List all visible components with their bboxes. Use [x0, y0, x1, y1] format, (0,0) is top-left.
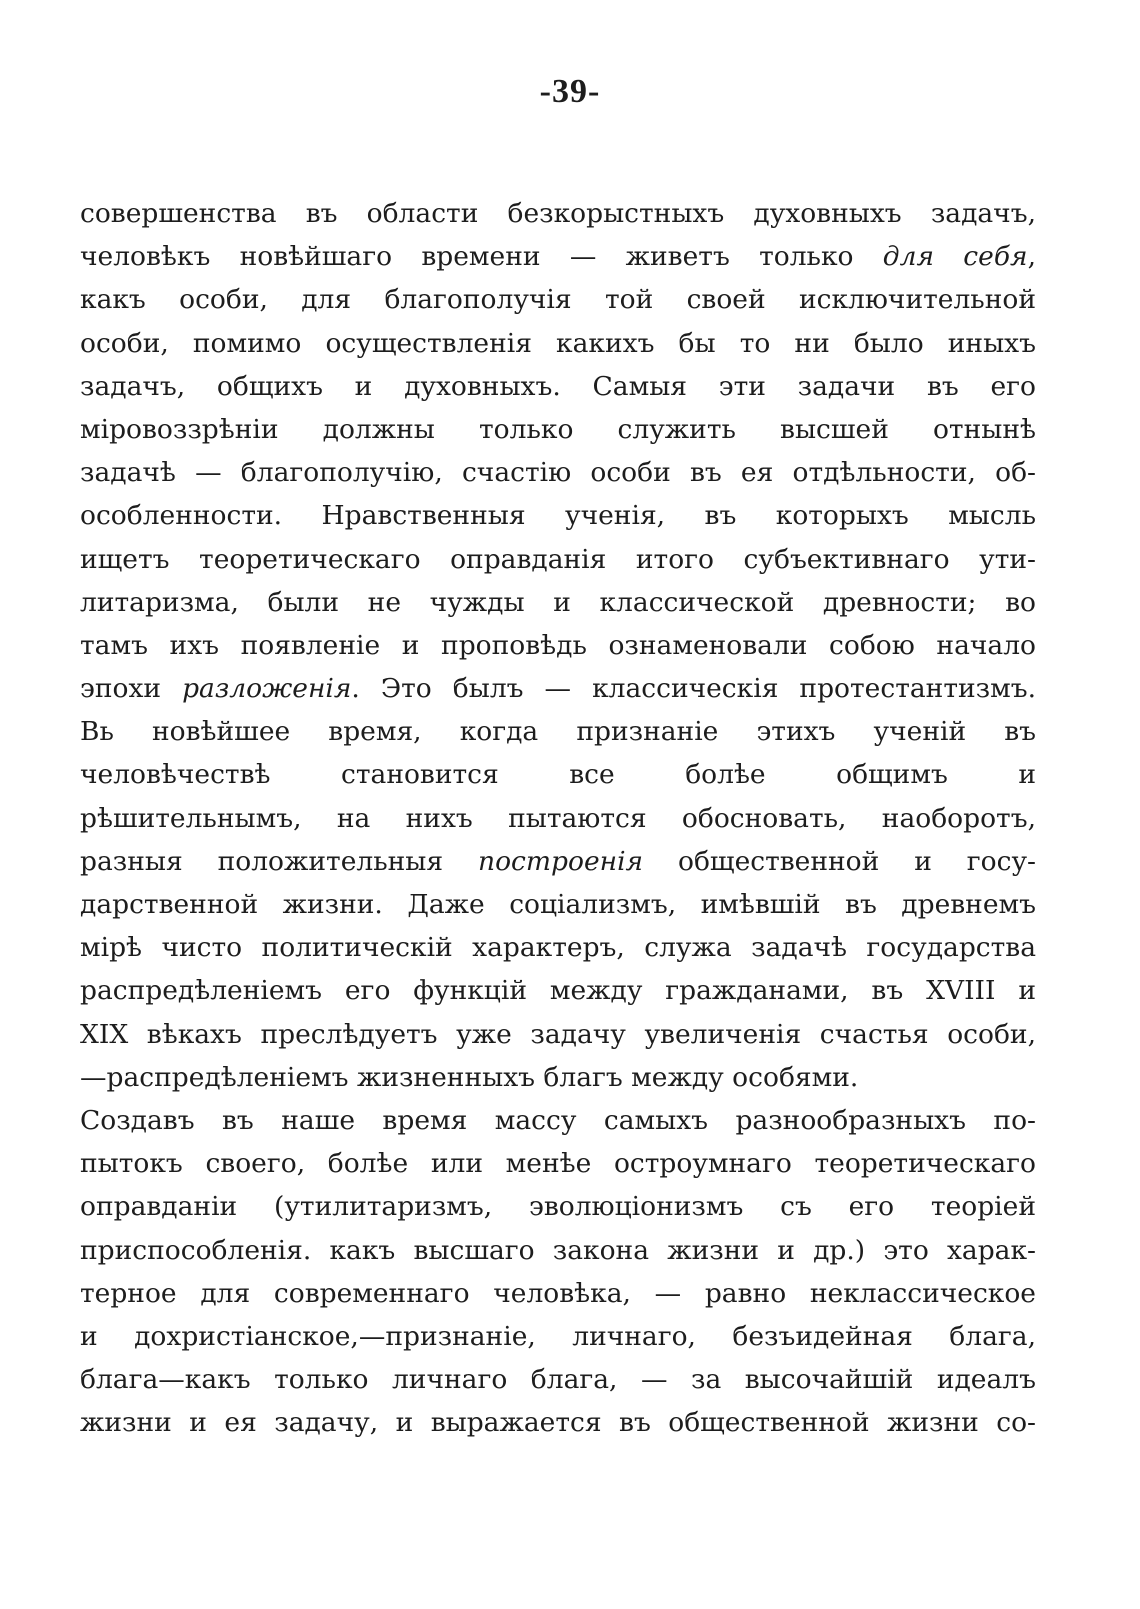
- text-line: [80, 1185, 1036, 1228]
- text-line: [80, 753, 1036, 796]
- text-run: какъ особи, для благополучія той своей исключительной: [80, 284, 1036, 316]
- text-line: [80, 451, 1036, 494]
- text-run: терное для современнаго человѣка, — равно неклассическое: [80, 1277, 1036, 1309]
- text-run: совершенства въ области безкорыстныхъ духовныхъ задачъ,: [80, 198, 1036, 229]
- text-run: тамъ ихъ появленіе и проповѣдь ознаменовали собою начало: [80, 629, 1036, 661]
- text-line: [80, 710, 1036, 753]
- text-run: особленности. Нравственныя ученія, въ которыхъ мысль: [80, 500, 1036, 532]
- text-run: задачѣ — благополучію, счастію особи въ ея отдѣльности, об-: [80, 457, 1036, 489]
- text-line: [80, 1401, 1036, 1444]
- text-run: литаризма, были не чужды и классической древности; во: [80, 586, 1036, 618]
- text-run: разныя положительныя: [80, 845, 479, 877]
- text-run: —распредѣленіемъ жизненныхъ благъ между особями.: [80, 1061, 859, 1093]
- text-run: Создавъ въ наше время массу самыхъ разнообразныхъ по-: [80, 1104, 1036, 1136]
- text-run: . Это былъ — классическія протестантизмъ.: [351, 673, 1036, 705]
- text-line: [80, 365, 1036, 408]
- text-run: дарственной жизни. Даже соціализмъ, имѣвшій въ древнемъ: [80, 889, 1036, 920]
- italic-phrase: для себя: [882, 241, 1028, 273]
- text-run: задачъ, общихъ и духовныхъ. Самыя эти задачи въ его: [80, 370, 1036, 402]
- text-line: [80, 278, 1036, 321]
- text-line: [80, 883, 1036, 926]
- text-run: человѣчествѣ становится все болѣе общимъ и: [80, 759, 1036, 791]
- italic-phrase: разложенія: [182, 673, 352, 705]
- text-line: [80, 969, 1036, 1012]
- text-run: распредѣленіемъ его функцій между гражданами, въ XVIII и: [80, 975, 1036, 1007]
- text-line: [80, 1013, 1036, 1056]
- text-run: эпохи: [80, 673, 183, 705]
- text-line: [80, 667, 1036, 710]
- page-number: -39-: [539, 73, 601, 110]
- text-run: XIX вѣкахъ преслѣдуетъ уже задачу увеличенія счастья особи,: [80, 1018, 1036, 1050]
- text-run: особи, помимо осуществленія какихъ бы то ни было иныхъ: [80, 327, 1036, 359]
- text-run: пытокъ своего, болѣе или менѣе остроумнаго теоретическаго: [80, 1148, 1036, 1180]
- body-text: [80, 192, 1036, 1444]
- text-line: [80, 1358, 1036, 1401]
- text-run: блага—какъ только личнаго блага, — за высочайшій идеалъ: [80, 1364, 1036, 1396]
- text-line: [80, 494, 1036, 537]
- text-line: [80, 1272, 1036, 1315]
- text-line: [80, 1099, 1036, 1142]
- text-run: оправданіи (утилитаризмъ, эволюціонизмъ съ его теоріей: [80, 1191, 1036, 1223]
- text-line: [80, 235, 1036, 278]
- text-run: жизни и ея задачу, и выражается въ общественной жизни со-: [80, 1407, 1036, 1439]
- text-run: рѣшительнымъ, на нихъ пытаются обосновать, наоборотъ,: [80, 802, 1036, 834]
- text-run: ,: [1027, 241, 1036, 273]
- text-run: мірѣ чисто политическій характеръ, служа задачѣ государства: [80, 932, 1036, 964]
- text-run: ищетъ теоретическаго оправданія итого субъективнаго ути-: [80, 543, 1036, 575]
- text-run: приспособленія. какъ высшаго закона жизни и др.) это харак-: [80, 1234, 1036, 1266]
- text-line: [80, 926, 1036, 969]
- text-line: [80, 322, 1036, 365]
- text-line: [80, 624, 1036, 667]
- text-line: [80, 1229, 1036, 1272]
- text-line: [80, 797, 1036, 840]
- text-run: міровоззрѣніи должны только служить высшей отнынѣ: [80, 413, 1036, 445]
- text-run: Вь новѣйшее время, когда признаніе этихъ ученій въ: [80, 716, 1036, 748]
- italic-phrase: построенія: [478, 845, 644, 877]
- text-line: [80, 581, 1036, 624]
- text-run: общественной и госу-: [643, 845, 1036, 877]
- text-line: [80, 538, 1036, 581]
- text-run: человѣкъ новѣйшаго времени — живетъ только: [80, 241, 883, 273]
- text-line: [80, 408, 1036, 451]
- text-run: и дохристіанское,—признаніе, личнаго, безъидейная блага,: [80, 1320, 1036, 1352]
- text-line: [80, 1315, 1036, 1358]
- text-line: [80, 1142, 1036, 1185]
- text-line: [80, 840, 1036, 883]
- text-line: [80, 1056, 1036, 1099]
- text-line: [80, 192, 1036, 235]
